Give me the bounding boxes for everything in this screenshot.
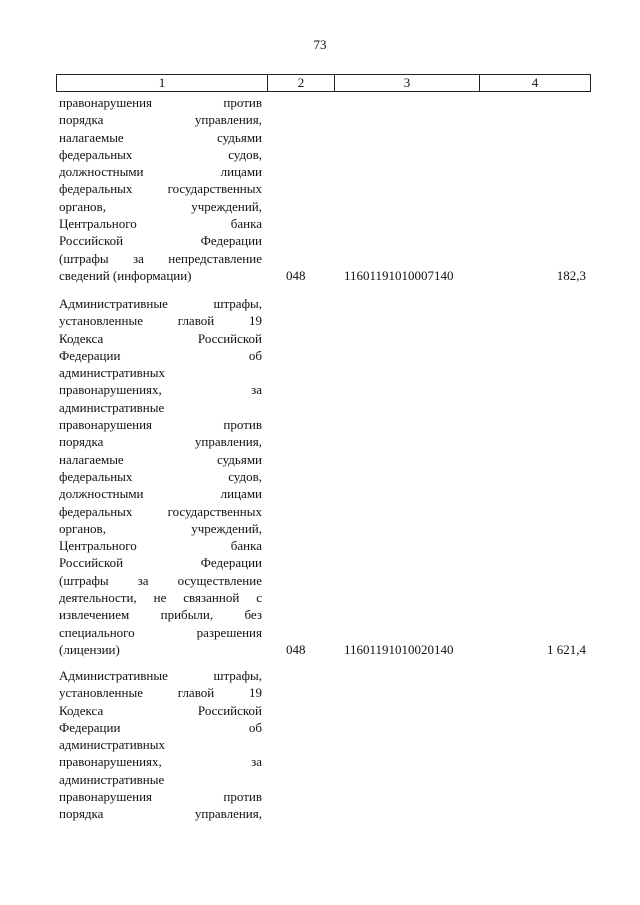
table-header [56,74,591,92]
row-description [59,94,262,284]
description-line: федеральных государственных [59,503,262,519]
row-sum: 182,3 [556,268,586,283]
description-line: федеральных судов, [59,146,262,162]
description-line: федеральных судов, [59,468,262,484]
description-line: правонарушения против [59,789,262,805]
row-code: 048 [286,268,306,283]
description-line: специального разрешения [59,624,262,640]
description-line: (лицензии) [59,641,120,657]
header-col-4: 4 [480,75,591,92]
description-line: Центрального банка [59,216,262,232]
header-col-3: 3 [335,75,480,92]
description-line: правонарушения против [59,95,262,110]
row-description [59,295,262,658]
row-description [59,667,262,823]
description-line: правонарушения против [59,417,262,433]
description-line: порядка управления, [59,434,262,450]
description-line: Российской Федерации [59,555,262,571]
description-line: Административные штрафы, [59,668,262,683]
description-line: Административные штрафы, [59,296,262,311]
description-line: налагаемые судьями [59,451,262,467]
description-line: извлечением прибыли, без [59,607,262,623]
description-line: Российской Федерации [59,233,262,249]
description-line: деятельности, не связанной с [59,590,262,606]
row-code: 048 [286,642,306,657]
row-sum: 1 621,4 [547,642,586,657]
description-line: установленные главой 19 [59,685,262,701]
description-line: Федерации об [59,347,262,363]
description-line: административные [59,399,165,415]
page-number: 73 [313,37,327,52]
description-line: порядка управления, [59,806,262,822]
description-line: административные [59,771,165,787]
description-line: органов, учреждений, [59,198,262,214]
description-line: (штрафы за непредставление [59,250,262,266]
description-line: Центрального банка [59,538,262,554]
description-line: Кодекса Российской [59,702,262,718]
description-line: налагаемые судьями [59,129,262,145]
description-line: должностными лицами [59,164,262,180]
description-line: правонарушениях, за [59,754,262,770]
header-col-1: 1 [57,75,268,92]
description-line: административных [59,737,165,753]
table-header-row [57,75,591,92]
description-line: должностными лицами [59,486,262,502]
description-line: Кодекса Российской [59,330,262,346]
description-line: порядка управления, [59,112,262,128]
description-line: Федерации об [59,719,262,735]
description-line: установленные главой 19 [59,313,262,329]
row-kbk: 11601191010007140 [344,268,454,283]
description-line: федеральных государственных [59,181,262,197]
header-col-2: 2 [268,75,335,92]
description-line: органов, учреждений, [59,520,262,536]
row-kbk: 11601191010020140 [344,642,454,657]
description-line: (штрафы за осуществление [59,572,262,588]
description-line: административных [59,365,165,381]
description-line: сведений (информации) [59,267,192,283]
description-line: правонарушениях, за [59,382,262,398]
